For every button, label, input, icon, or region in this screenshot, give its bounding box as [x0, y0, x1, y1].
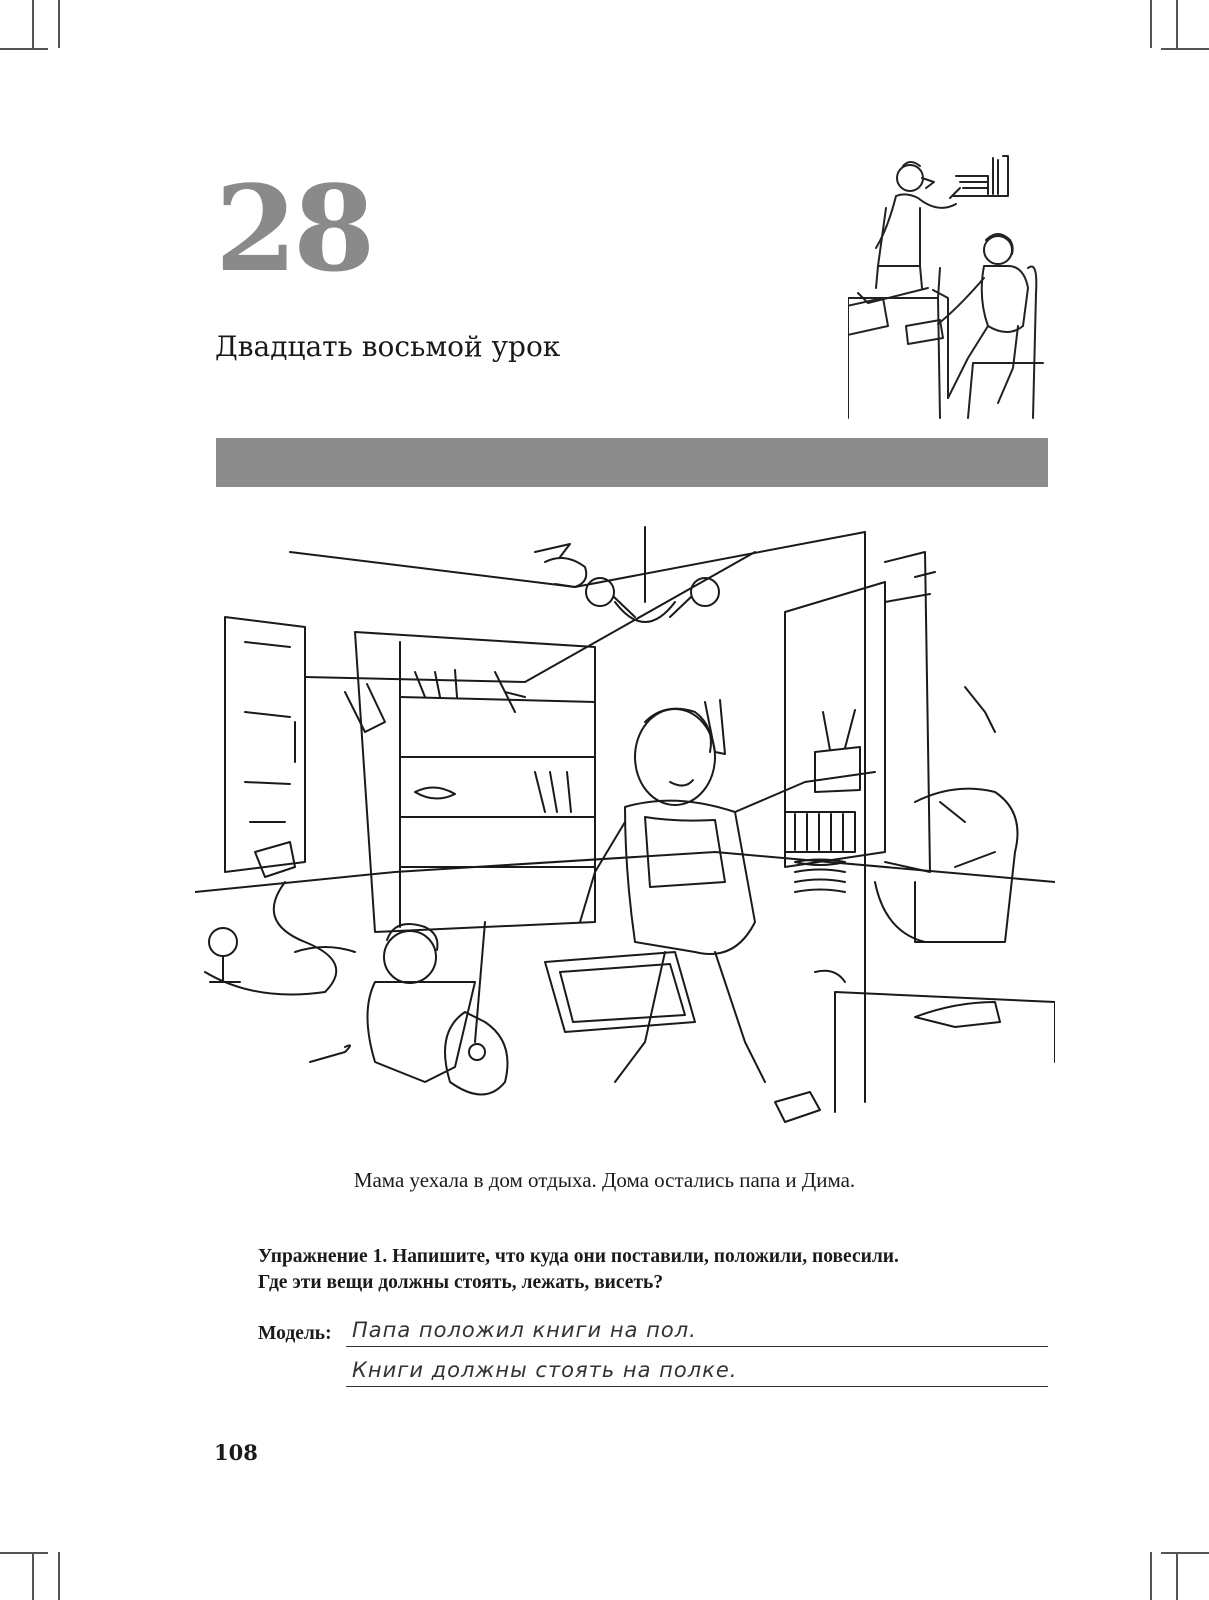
page-number: 108	[214, 1440, 258, 1465]
messy-room-sketch-icon	[195, 522, 1055, 1142]
illustration-caption: Мама уехала в дом отдыха. Дома остались папа и Дима.	[353, 1168, 856, 1192]
chapter-title: Двадцать восьмой урок	[215, 330, 561, 363]
exercise-instructions	[258, 1244, 1058, 1297]
title-band	[216, 438, 1048, 487]
chapter-number: 28	[215, 159, 372, 298]
exercise-line-2: Где эти вещи должны стоять, лежать, висеть?	[258, 1272, 664, 1294]
model-label: Модель:	[258, 1323, 332, 1344]
answer-line-2	[346, 1386, 1048, 1387]
model-answer-2: Книги должны стоять на полке.	[352, 1358, 738, 1382]
answer-line-1	[346, 1346, 1048, 1347]
model-answer-1: Папа положил книги на пол.	[352, 1318, 697, 1342]
exercise-line-1: Упражнение 1. Напишите, что куда они поставили, положили, повесили.	[258, 1246, 899, 1267]
two-men-study-sketch-icon	[848, 148, 1048, 428]
